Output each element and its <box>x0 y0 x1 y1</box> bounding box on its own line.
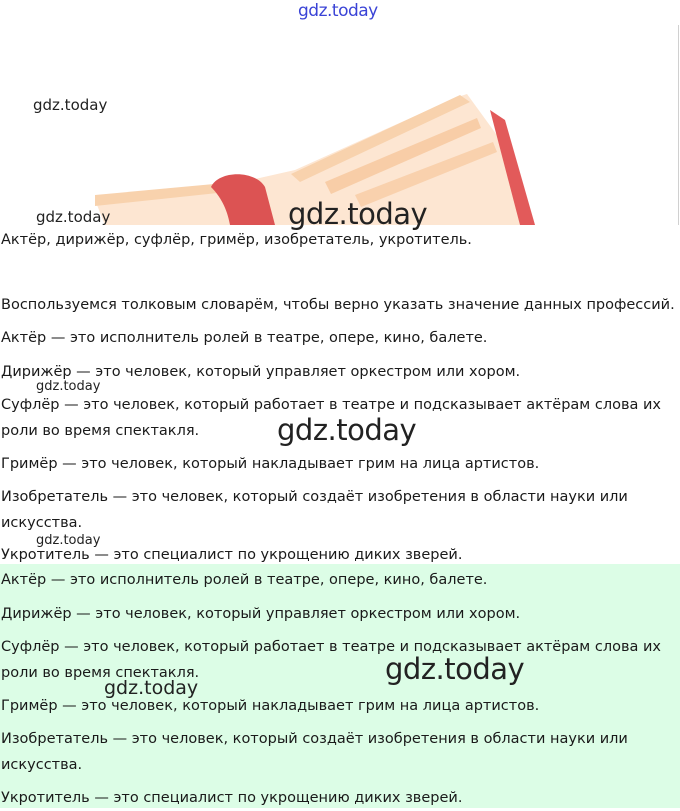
answer-conductor: Дирижёр — это человек, который управляет оркестром или хором. <box>1 606 521 622</box>
definition-prompter: Суфлёр — это человек, который работает в театре и подсказывает актёрам слова их роли во время спектакля. <box>1 397 661 439</box>
answer-tamer: Укротитель — это специалист по укрощению диких зверей. <box>1 790 463 806</box>
site-watermark: gdz.today <box>277 413 417 447</box>
definition-inventor: Изобретатель — это человек, который создаёт изобретения в области науки или искусства. <box>1 489 628 531</box>
site-watermark: gdz.today <box>385 652 525 686</box>
answer-inventor: Изобретатель — это человек, который создаёт изобретения в области науки или искусства. <box>1 731 628 773</box>
definition-actor: Актёр — это исполнитель ролей в театре, опере, кино, балете. <box>1 330 488 346</box>
answer-actor: Актёр — это исполнитель ролей в театре, опере, кино, балете. <box>1 572 488 588</box>
definition-makeup-artist: Гримёр — это человек, который накладывает грим на лица артистов. <box>1 456 540 472</box>
site-watermark: gdz.today <box>33 96 108 114</box>
site-watermark: gdz.today <box>288 197 428 231</box>
site-watermark-top: gdz.today <box>298 1 378 21</box>
answer-prompter: Суфлёр — это человек, который работает в театре и подсказывает актёрам слова их роли во время спектакля. <box>1 639 661 681</box>
page-divider <box>678 25 679 225</box>
site-watermark: gdz.today <box>36 208 111 226</box>
intro-paragraph: Воспользуемся толковым словарём, чтобы верно указать значение данных профессий. <box>1 297 675 313</box>
site-watermark: gdz.today <box>104 677 199 699</box>
definition-conductor: Дирижёр — это человек, который управляет оркестром или хором. <box>1 364 521 380</box>
site-watermark: gdz.today <box>36 533 101 548</box>
site-watermark: gdz.today <box>36 379 101 394</box>
professions-list: Актёр, дирижёр, суфлёр, гримёр, изобретатель, укротитель. <box>1 232 472 248</box>
answer-makeup-artist: Гримёр — это человек, который накладывает грим на лица артистов. <box>1 698 540 714</box>
definition-tamer: Укротитель — это специалист по укрощению диких зверей. <box>1 547 463 563</box>
